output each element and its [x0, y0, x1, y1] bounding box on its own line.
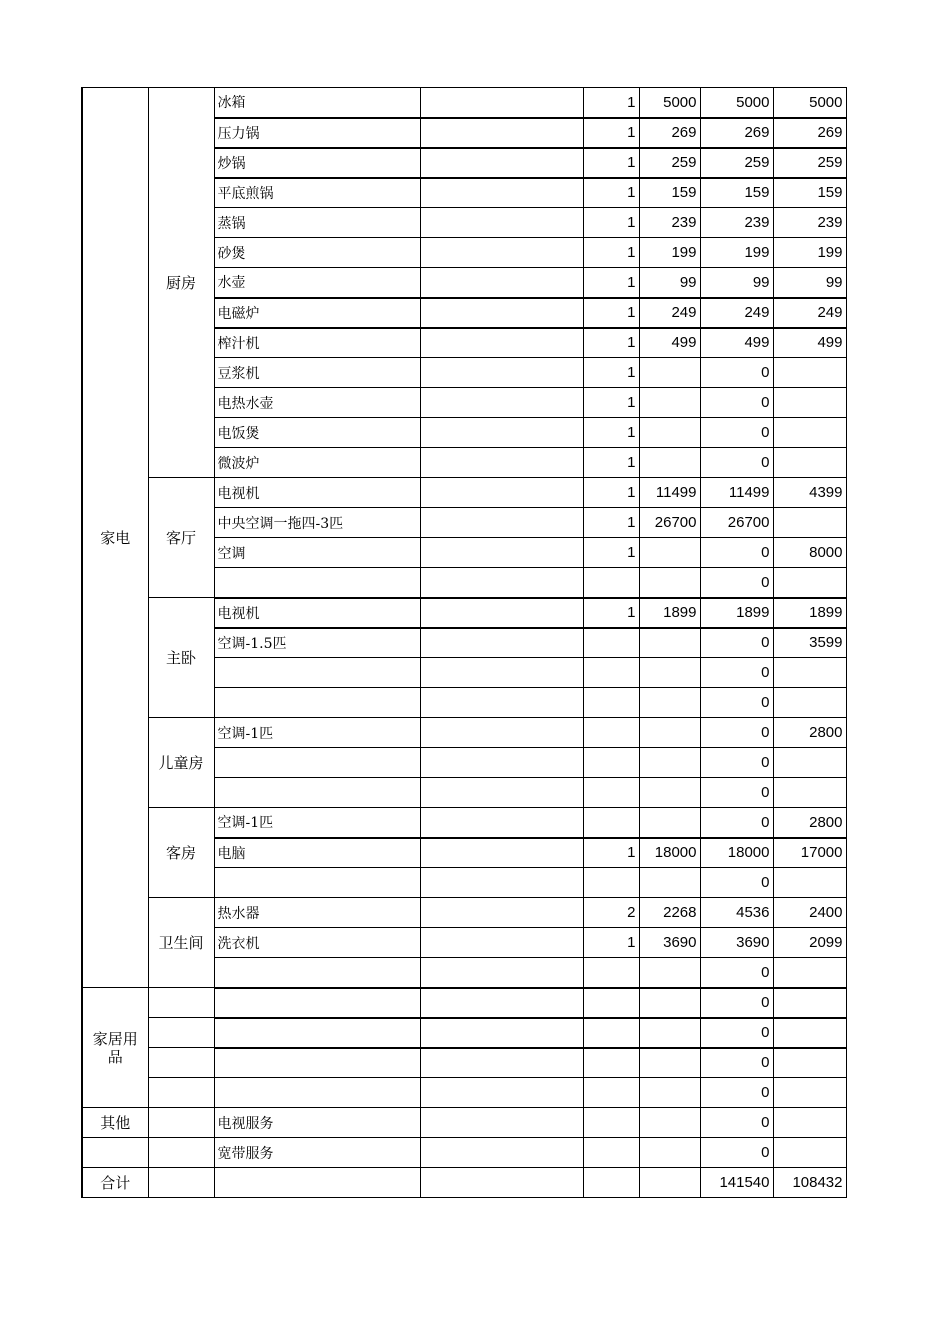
- item-spec: [420, 418, 583, 448]
- item-spec: [420, 268, 583, 298]
- item-quantity: [583, 868, 639, 898]
- item-amount: 0: [700, 1048, 773, 1078]
- item-actual: [773, 358, 846, 388]
- item-actual: 239: [773, 208, 846, 238]
- item-name: 冰箱: [214, 88, 420, 118]
- item-amount: 0: [700, 418, 773, 448]
- item-spec: [420, 1018, 583, 1048]
- item-name: 电视服务: [214, 1108, 420, 1138]
- item-unit-price: 2268: [639, 898, 700, 928]
- item-actual: [773, 688, 846, 718]
- item-name: 宽带服务: [214, 1138, 420, 1168]
- item-quantity: 1: [583, 598, 639, 628]
- category-appliances: 家电: [82, 88, 148, 988]
- item-spec: [420, 298, 583, 328]
- item-unit-price: 159: [639, 178, 700, 208]
- item-spec: [420, 178, 583, 208]
- item-unit-price: [639, 1018, 700, 1048]
- item-name: [214, 658, 420, 688]
- item-quantity: 1: [583, 328, 639, 358]
- item-amount: 5000: [700, 88, 773, 118]
- item-actual: [773, 868, 846, 898]
- item-quantity: 1: [583, 148, 639, 178]
- item-amount: 0: [700, 388, 773, 418]
- table-body: [82, 88, 846, 1198]
- item-quantity: 1: [583, 928, 639, 958]
- room-blank: [148, 988, 214, 1018]
- room-blank: [148, 1138, 214, 1168]
- item-unit-price: [639, 718, 700, 748]
- item-unit-price: 259: [639, 148, 700, 178]
- room-blank: [148, 1108, 214, 1138]
- item-actual: 108432: [773, 1168, 846, 1198]
- item-spec: [420, 1168, 583, 1198]
- item-actual: [773, 1138, 846, 1168]
- item-name: [214, 988, 420, 1018]
- table-row: [82, 1018, 846, 1048]
- item-name: 空调-1匹: [214, 718, 420, 748]
- item-name: 中央空调一拖四-3匹: [214, 508, 420, 538]
- category-blank: [82, 1138, 148, 1168]
- item-quantity: [583, 568, 639, 598]
- item-spec: [420, 388, 583, 418]
- item-amount: 0: [700, 718, 773, 748]
- item-actual: 2400: [773, 898, 846, 928]
- category-total: 合计: [82, 1168, 148, 1198]
- item-unit-price: [639, 1138, 700, 1168]
- item-actual: [773, 448, 846, 478]
- item-quantity: 1: [583, 538, 639, 568]
- item-spec: [420, 748, 583, 778]
- item-amount: 4536: [700, 898, 773, 928]
- item-actual: 199: [773, 238, 846, 268]
- item-amount: 0: [700, 658, 773, 688]
- item-quantity: [583, 988, 639, 1018]
- item-quantity: [583, 1078, 639, 1108]
- item-name: 砂煲: [214, 238, 420, 268]
- table-row: [82, 1048, 846, 1078]
- item-name: [214, 1018, 420, 1048]
- item-spec: [420, 898, 583, 928]
- item-spec: [420, 658, 583, 688]
- item-amount: 3690: [700, 928, 773, 958]
- item-amount: 0: [700, 778, 773, 808]
- item-amount: 26700: [700, 508, 773, 538]
- item-actual: [773, 958, 846, 988]
- item-quantity: 1: [583, 478, 639, 508]
- item-unit-price: 11499: [639, 478, 700, 508]
- item-quantity: [583, 658, 639, 688]
- item-name: [214, 1078, 420, 1108]
- item-amount: 159: [700, 178, 773, 208]
- item-name: 平底煎锅: [214, 178, 420, 208]
- item-quantity: [583, 748, 639, 778]
- item-quantity: [583, 1048, 639, 1078]
- item-quantity: 1: [583, 118, 639, 148]
- item-unit-price: [639, 418, 700, 448]
- item-amount: 1899: [700, 598, 773, 628]
- item-amount: 259: [700, 148, 773, 178]
- item-name: [214, 748, 420, 778]
- item-unit-price: [639, 1168, 700, 1198]
- item-unit-price: [639, 778, 700, 808]
- item-unit-price: [639, 538, 700, 568]
- room-blank: [148, 1018, 214, 1048]
- table-row: [82, 1168, 846, 1198]
- item-name: [214, 1168, 420, 1198]
- item-amount: 99: [700, 268, 773, 298]
- room-bathroom: 卫生间: [148, 898, 214, 988]
- item-spec: [420, 538, 583, 568]
- item-quantity: [583, 778, 639, 808]
- table-row: [82, 898, 846, 928]
- item-amount: 269: [700, 118, 773, 148]
- item-name: 榨汁机: [214, 328, 420, 358]
- item-amount: 0: [700, 358, 773, 388]
- room-guest-room: 客房: [148, 808, 214, 898]
- item-quantity: [583, 688, 639, 718]
- item-unit-price: 3690: [639, 928, 700, 958]
- item-unit-price: 499: [639, 328, 700, 358]
- item-name: [214, 1048, 420, 1078]
- room-blank: [148, 1168, 214, 1198]
- category-home-goods: 家居用品: [82, 988, 148, 1108]
- item-actual: [773, 508, 846, 538]
- item-spec: [420, 118, 583, 148]
- item-amount: 239: [700, 208, 773, 238]
- item-unit-price: 99: [639, 268, 700, 298]
- item-unit-price: 26700: [639, 508, 700, 538]
- item-quantity: [583, 628, 639, 658]
- item-spec: [420, 778, 583, 808]
- item-amount: 141540: [700, 1168, 773, 1198]
- item-amount: 0: [700, 448, 773, 478]
- table-row: [82, 598, 846, 628]
- item-quantity: [583, 1138, 639, 1168]
- category-other: 其他: [82, 1108, 148, 1138]
- item-unit-price: [639, 748, 700, 778]
- item-amount: 0: [700, 1018, 773, 1048]
- item-quantity: 1: [583, 388, 639, 418]
- item-quantity: 1: [583, 208, 639, 238]
- item-quantity: 1: [583, 358, 639, 388]
- item-quantity: [583, 958, 639, 988]
- item-name: 炒锅: [214, 148, 420, 178]
- item-spec: [420, 478, 583, 508]
- item-name: 电视机: [214, 598, 420, 628]
- item-name: 微波炉: [214, 448, 420, 478]
- item-unit-price: [639, 568, 700, 598]
- item-spec: [420, 358, 583, 388]
- item-amount: 499: [700, 328, 773, 358]
- item-quantity: 1: [583, 238, 639, 268]
- item-actual: 2800: [773, 808, 846, 838]
- item-amount: 249: [700, 298, 773, 328]
- item-spec: [420, 148, 583, 178]
- table-row: [82, 88, 846, 118]
- budget-table: [81, 87, 847, 1198]
- item-name: 热水器: [214, 898, 420, 928]
- item-spec: [420, 838, 583, 868]
- item-quantity: 2: [583, 898, 639, 928]
- room-blank: [148, 1078, 214, 1108]
- item-spec: [420, 1048, 583, 1078]
- item-amount: 0: [700, 808, 773, 838]
- item-amount: 0: [700, 868, 773, 898]
- item-amount: 11499: [700, 478, 773, 508]
- item-amount: 0: [700, 958, 773, 988]
- item-actual: 3599: [773, 628, 846, 658]
- item-actual: [773, 1108, 846, 1138]
- item-unit-price: 249: [639, 298, 700, 328]
- item-name: 电视机: [214, 478, 420, 508]
- table-row: [82, 478, 846, 508]
- item-actual: [773, 778, 846, 808]
- item-actual: 99: [773, 268, 846, 298]
- item-unit-price: [639, 658, 700, 688]
- item-quantity: 1: [583, 178, 639, 208]
- item-spec: [420, 238, 583, 268]
- table-row: [82, 1108, 846, 1138]
- item-name: [214, 958, 420, 988]
- item-actual: [773, 1078, 846, 1108]
- item-name: 豆浆机: [214, 358, 420, 388]
- item-quantity: 1: [583, 418, 639, 448]
- item-actual: 269: [773, 118, 846, 148]
- item-actual: 499: [773, 328, 846, 358]
- item-unit-price: [639, 958, 700, 988]
- table-row: [82, 1138, 846, 1168]
- item-amount: 0: [700, 628, 773, 658]
- item-name: 洗衣机: [214, 928, 420, 958]
- item-actual: [773, 418, 846, 448]
- item-spec: [420, 958, 583, 988]
- item-amount: 0: [700, 688, 773, 718]
- item-actual: 249: [773, 298, 846, 328]
- item-name: 电热水壶: [214, 388, 420, 418]
- item-actual: [773, 658, 846, 688]
- item-quantity: [583, 718, 639, 748]
- item-actual: 2800: [773, 718, 846, 748]
- table-row: [82, 718, 846, 748]
- item-actual: 1899: [773, 598, 846, 628]
- item-unit-price: [639, 808, 700, 838]
- item-unit-price: [639, 868, 700, 898]
- item-unit-price: 239: [639, 208, 700, 238]
- item-name: 压力锅: [214, 118, 420, 148]
- item-unit-price: 1899: [639, 598, 700, 628]
- item-amount: 0: [700, 538, 773, 568]
- item-actual: 4399: [773, 478, 846, 508]
- item-name: 空调-1匹: [214, 808, 420, 838]
- item-quantity: 1: [583, 298, 639, 328]
- room-blank: [148, 1048, 214, 1078]
- item-spec: [420, 598, 583, 628]
- item-spec: [420, 208, 583, 238]
- item-name: 空调-1.5匹: [214, 628, 420, 658]
- item-actual: 159: [773, 178, 846, 208]
- item-spec: [420, 1078, 583, 1108]
- item-spec: [420, 988, 583, 1018]
- item-spec: [420, 328, 583, 358]
- item-unit-price: [639, 628, 700, 658]
- item-unit-price: [639, 448, 700, 478]
- item-unit-price: [639, 1108, 700, 1138]
- item-actual: [773, 988, 846, 1018]
- item-amount: 0: [700, 1108, 773, 1138]
- item-name: 水壶: [214, 268, 420, 298]
- item-name: 电饭煲: [214, 418, 420, 448]
- item-amount: 0: [700, 568, 773, 598]
- room-kitchen: 厨房: [148, 88, 214, 478]
- item-unit-price: [639, 688, 700, 718]
- item-spec: [420, 568, 583, 598]
- table-row: [82, 808, 846, 838]
- item-unit-price: 5000: [639, 88, 700, 118]
- room-kids-room: 儿童房: [148, 718, 214, 808]
- item-name: [214, 868, 420, 898]
- item-unit-price: 269: [639, 118, 700, 148]
- item-spec: [420, 808, 583, 838]
- item-spec: [420, 1108, 583, 1138]
- item-amount: 0: [700, 1138, 773, 1168]
- item-quantity: 1: [583, 838, 639, 868]
- item-actual: [773, 1048, 846, 1078]
- item-name: 空调: [214, 538, 420, 568]
- item-name: [214, 778, 420, 808]
- item-unit-price: 18000: [639, 838, 700, 868]
- item-actual: 2099: [773, 928, 846, 958]
- item-name: [214, 568, 420, 598]
- item-unit-price: [639, 358, 700, 388]
- item-actual: 259: [773, 148, 846, 178]
- item-spec: [420, 1138, 583, 1168]
- item-quantity: [583, 1108, 639, 1138]
- item-unit-price: [639, 388, 700, 418]
- item-quantity: 1: [583, 88, 639, 118]
- item-name: [214, 688, 420, 718]
- item-spec: [420, 718, 583, 748]
- item-spec: [420, 508, 583, 538]
- item-unit-price: [639, 1048, 700, 1078]
- item-spec: [420, 448, 583, 478]
- item-name: 电脑: [214, 838, 420, 868]
- item-unit-price: [639, 988, 700, 1018]
- room-master-bedroom: 主卧: [148, 598, 214, 718]
- item-amount: 18000: [700, 838, 773, 868]
- item-name: 蒸锅: [214, 208, 420, 238]
- item-amount: 0: [700, 1078, 773, 1108]
- item-actual: 5000: [773, 88, 846, 118]
- room-living-room: 客厅: [148, 478, 214, 598]
- item-amount: 0: [700, 748, 773, 778]
- item-spec: [420, 628, 583, 658]
- item-spec: [420, 688, 583, 718]
- item-quantity: 1: [583, 268, 639, 298]
- item-unit-price: 199: [639, 238, 700, 268]
- item-actual: 8000: [773, 538, 846, 568]
- table-row: [82, 1078, 846, 1108]
- item-actual: [773, 388, 846, 418]
- item-actual: [773, 1018, 846, 1048]
- item-unit-price: [639, 1078, 700, 1108]
- item-spec: [420, 928, 583, 958]
- item-actual: [773, 748, 846, 778]
- table-row: [82, 988, 846, 1018]
- item-actual: [773, 568, 846, 598]
- item-spec: [420, 868, 583, 898]
- item-actual: 17000: [773, 838, 846, 868]
- item-name: 电磁炉: [214, 298, 420, 328]
- item-amount: 199: [700, 238, 773, 268]
- item-quantity: [583, 1168, 639, 1198]
- item-quantity: [583, 808, 639, 838]
- item-spec: [420, 88, 583, 118]
- item-quantity: 1: [583, 448, 639, 478]
- item-amount: 0: [700, 988, 773, 1018]
- item-quantity: [583, 1018, 639, 1048]
- item-quantity: 1: [583, 508, 639, 538]
